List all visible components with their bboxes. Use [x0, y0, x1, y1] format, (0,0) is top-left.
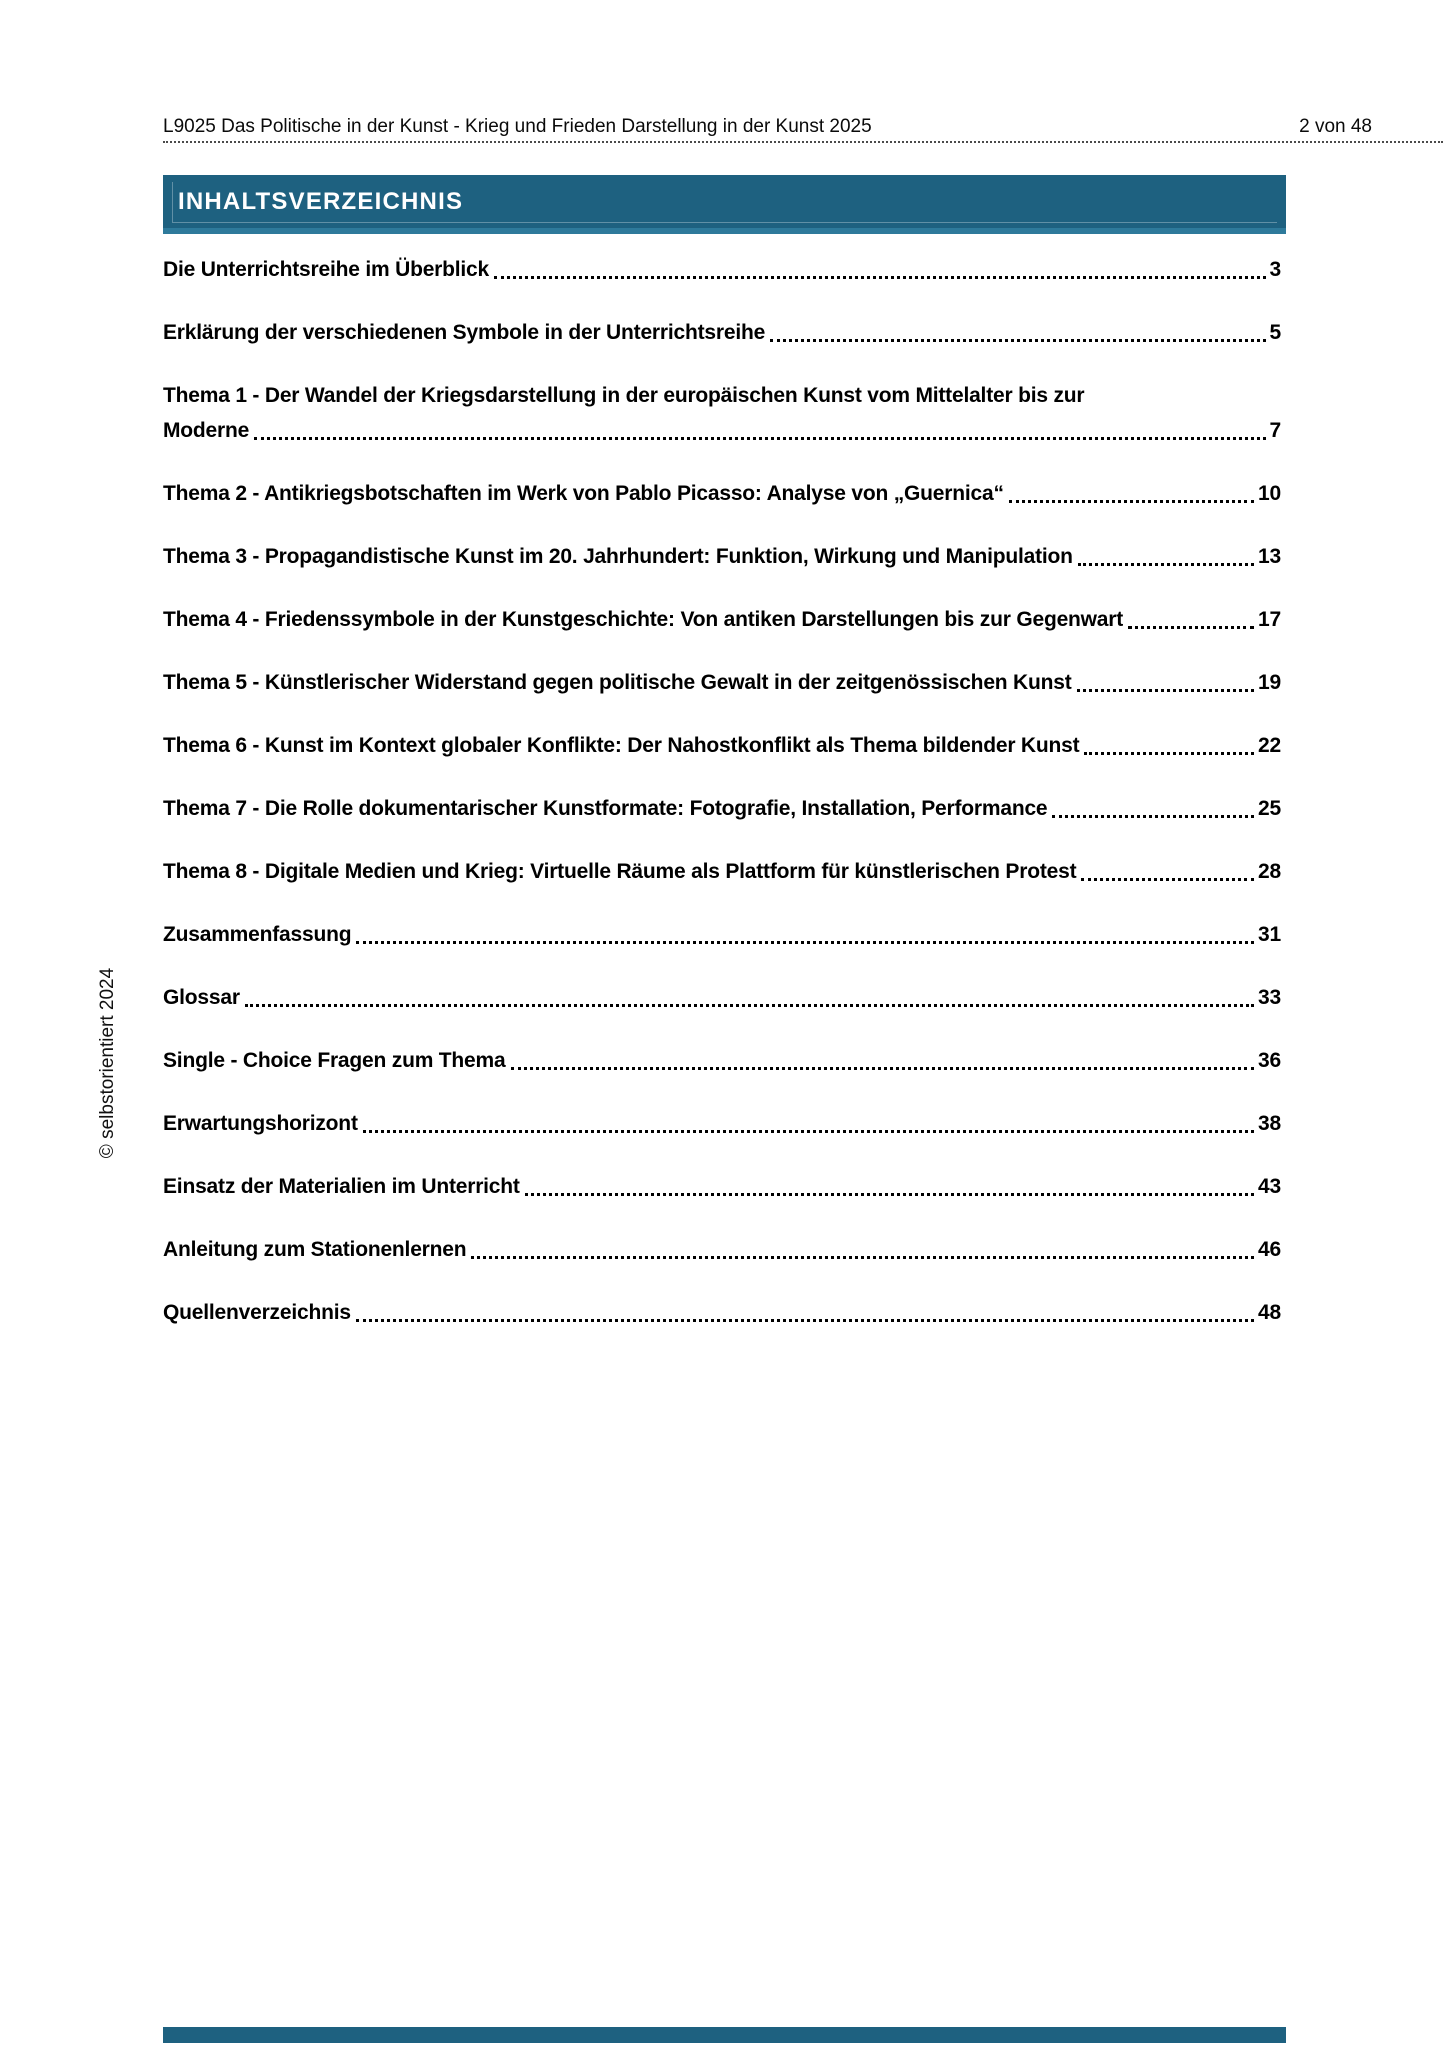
toc-entry-title: Thema 3 - Propagandistische Kunst im 20. Jahrhundert: Funktion, Wirkung und Manipulation [163, 545, 1073, 568]
toc-page-number: 19 [1258, 671, 1281, 694]
toc-entry-row [163, 315, 1281, 350]
header-page-indicator: 2 von 48 [1299, 116, 1372, 137]
toc-leader-dots [254, 437, 1265, 440]
toc-entry-row [163, 854, 1281, 889]
toc-page-number: 38 [1258, 1112, 1281, 1135]
toc-entry-title: Erklärung der verschiedenen Symbole in der Unterrichtsreihe [163, 321, 766, 344]
toc-leader-dots [1052, 815, 1254, 818]
toc-page-number: 13 [1258, 545, 1281, 568]
toc-entry-title: Thema 5 - Künstlerischer Widerstand gegen politische Gewalt in der zeitgenössischen Kunst [163, 671, 1072, 694]
toc-entry [163, 315, 1281, 350]
toc-leader-dots [525, 1193, 1254, 1196]
toc-entry-row [163, 602, 1281, 637]
toc-entry-title-line1: Thema 1 - Der Wandel der Kriegsdarstellung in der europäischen Kunst vom Mittelalter bis zur [163, 384, 1085, 407]
toc-page-number: 46 [1258, 1238, 1281, 1261]
header-divider [163, 141, 1443, 143]
toc-entry-title: Glossar [163, 986, 240, 1009]
toc-entry-title: Anleitung zum Stationenlernen [163, 1238, 467, 1261]
toc-page-number: 3 [1269, 258, 1281, 281]
toc-leader-dots [1084, 752, 1254, 755]
toc-entry-row [163, 539, 1281, 574]
toc-entry-row [163, 980, 1281, 1015]
toc-page-number: 17 [1258, 608, 1281, 631]
toc-leader-dots [363, 1130, 1254, 1133]
toc-entry [163, 665, 1281, 700]
toc-leader-dots [1078, 563, 1254, 566]
toc-leader-dots [1128, 626, 1254, 629]
toc-banner [163, 175, 1286, 234]
toc-page-number: 25 [1258, 797, 1281, 820]
toc-entry-title: Single - Choice Fragen zum Thema [163, 1049, 506, 1072]
toc-leader-dots [770, 339, 1265, 342]
toc-page-number: 48 [1258, 1301, 1281, 1324]
toc-entry-title: Quellenverzeichnis [163, 1301, 351, 1324]
toc-leader-dots [471, 1256, 1254, 1259]
toc-list [163, 252, 1281, 1358]
toc-page-number: 31 [1258, 923, 1281, 946]
toc-page-number: 43 [1258, 1175, 1281, 1198]
toc-entry-row [163, 252, 1281, 287]
toc-entry [163, 476, 1281, 511]
toc-leader-dots [1077, 689, 1254, 692]
toc-entry-title: Thema 4 - Friedenssymbole in der Kunstgeschichte: Von antiken Darstellungen bis zur Gegenwart [163, 608, 1124, 631]
toc-entry-title: Thema 2 - Antikriegsbotschaften im Werk von Pablo Picasso: Analyse von „Guernica“ [163, 482, 1004, 505]
toc-entry-title: Thema 8 - Digitale Medien und Krieg: Virtuelle Räume als Plattform für künstlerischen Protest [163, 860, 1077, 883]
toc-page-number: 5 [1269, 321, 1281, 344]
toc-leader-dots [356, 941, 1254, 944]
header-doc-code: L9025 Das Politische in der Kunst - Krieg und Frieden Darstellung in der Kunst 2025 [163, 116, 872, 137]
toc-entry-row [163, 1106, 1281, 1141]
toc-entry-row [163, 728, 1281, 763]
next-section-banner-edge [163, 2027, 1286, 2043]
toc-entry [163, 252, 1281, 287]
toc-entry [163, 980, 1281, 1015]
toc-entry-row [163, 665, 1281, 700]
copyright-vertical-note: © selbstorientiert 2024 [97, 967, 118, 1159]
toc-entry-row [163, 917, 1281, 952]
toc-entry-title: Thema 6 - Kunst im Kontext globaler Konflikte: Der Nahostkonflikt als Thema bildender Kunst [163, 734, 1080, 757]
toc-entry-title: Thema 7 - Die Rolle dokumentarischer Kunstformate: Fotografie, Installation, Performance [163, 797, 1048, 820]
toc-entry-title: Die Unterrichtsreihe im Überblick [163, 258, 490, 281]
toc-entry-row [163, 1232, 1281, 1267]
toc-leader-dots [245, 1004, 1254, 1007]
toc-entry [163, 1295, 1281, 1330]
toc-entry-title: Erwartungshorizont [163, 1112, 358, 1135]
toc-entry-title: Zusammenfassung [163, 923, 352, 946]
toc-entry-row [163, 413, 1281, 448]
toc-entry [163, 1169, 1281, 1204]
toc-entry-row [163, 1169, 1281, 1204]
toc-entry-title: Moderne [163, 419, 250, 442]
toc-leader-dots [1009, 500, 1254, 503]
toc-banner-title: INHALTSVERZEICHNIS [178, 187, 464, 215]
toc-leader-dots [356, 1319, 1254, 1322]
toc-page-number: 7 [1269, 419, 1281, 442]
toc-entry-row [163, 1295, 1281, 1330]
toc-entry [163, 917, 1281, 952]
toc-leader-dots [494, 276, 1266, 279]
toc-entry [163, 728, 1281, 763]
toc-entry-title: Einsatz der Materialien im Unterricht [163, 1175, 520, 1198]
toc-leader-dots [511, 1067, 1255, 1070]
toc-entry [163, 602, 1281, 637]
toc-page-number: 33 [1258, 986, 1281, 1009]
toc-entry [163, 1043, 1281, 1078]
toc-entry [163, 539, 1281, 574]
toc-entry-row [163, 791, 1281, 826]
toc-leader-dots [1081, 878, 1254, 881]
toc-page-number: 36 [1258, 1049, 1281, 1072]
toc-entry [163, 791, 1281, 826]
toc-entry [163, 1232, 1281, 1267]
toc-entry-row [163, 1043, 1281, 1078]
toc-entry [163, 1106, 1281, 1141]
toc-entry [163, 378, 1281, 448]
running-header [163, 116, 1372, 138]
toc-page-number: 10 [1258, 482, 1281, 505]
toc-page-number: 22 [1258, 734, 1281, 757]
toc-entry-row [163, 476, 1281, 511]
toc-entry [163, 854, 1281, 889]
toc-page-number: 28 [1258, 860, 1281, 883]
